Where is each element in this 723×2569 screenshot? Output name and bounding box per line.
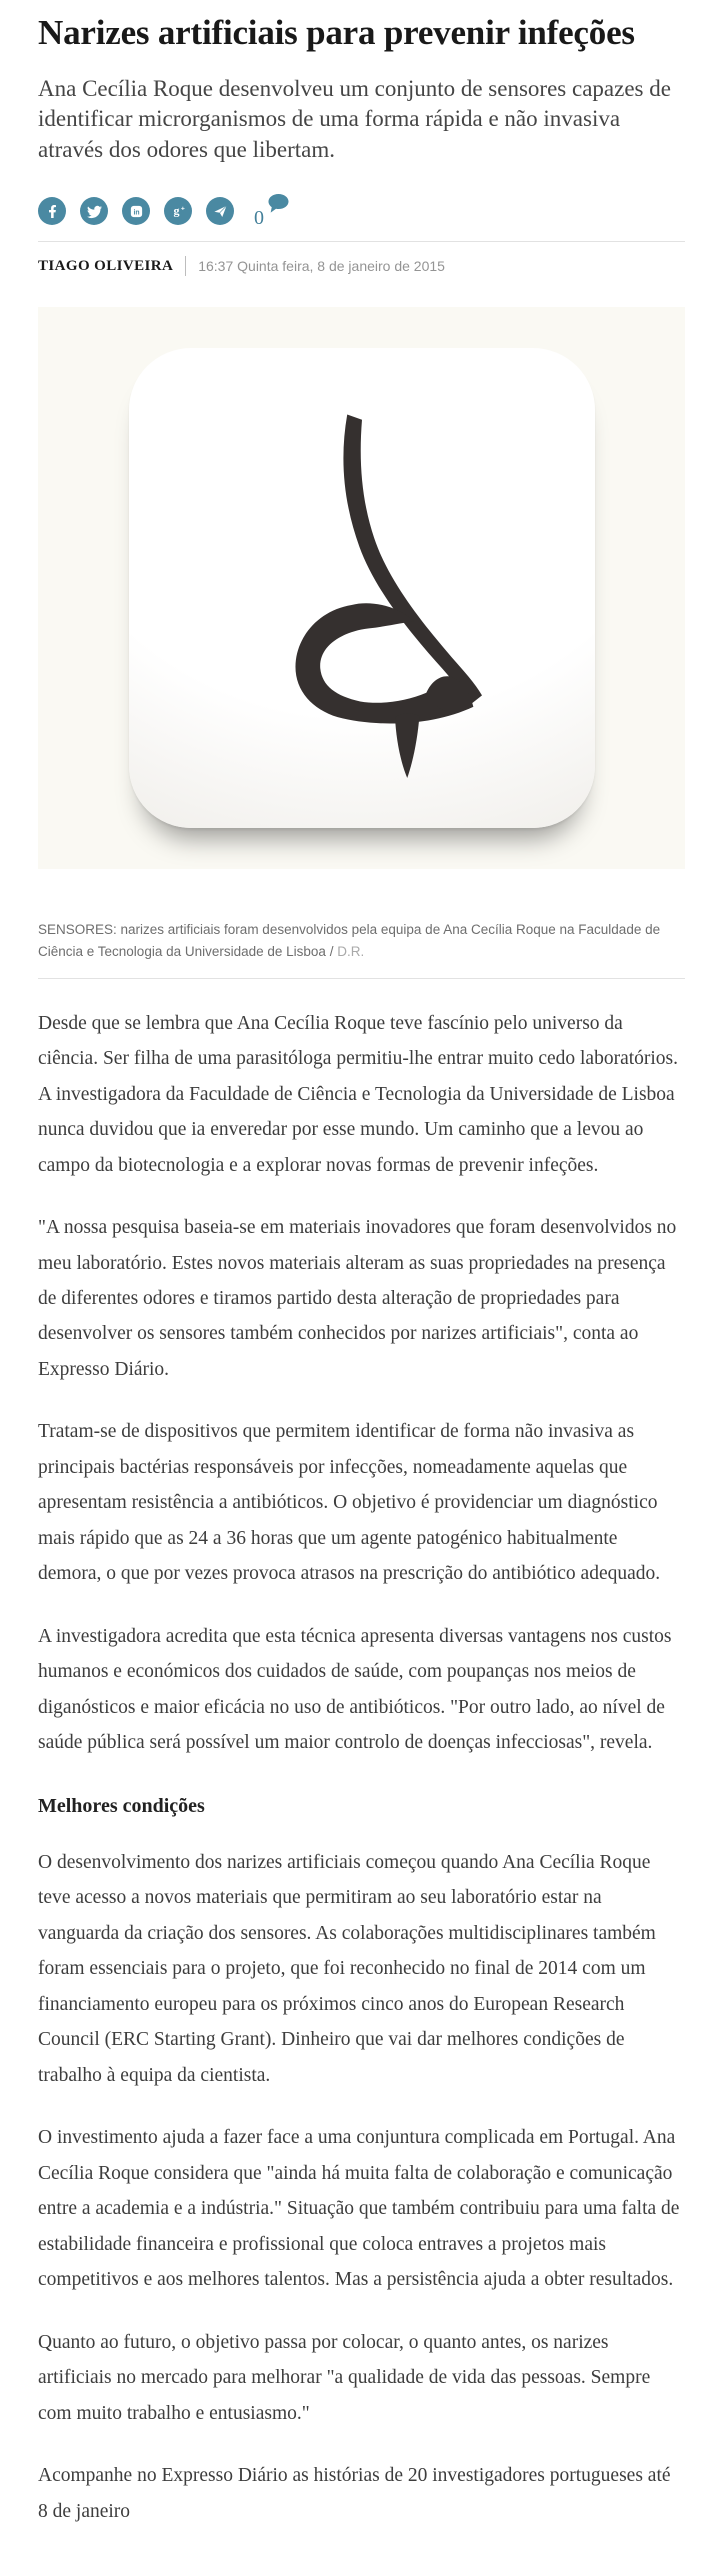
paper-plane-icon <box>213 204 228 219</box>
article-paragraph: Tratam-se de dispositivos que permitem identificar de forma não invasiva as principais bactérias responsáveis por infecções, nomeadamente aquelas que apresentam resistência a antibióticos. O objetivo é providenciar um diagnóstico mais rápido que as 24 a 36 horas que um agente patogénico habitualmente demora, o que por vezes provoca atrasos na prescrição do antibiótico adequado. <box>38 1421 661 1585</box>
googleplus-icon <box>169 202 187 220</box>
article-paragraph: Acompanhe no Expresso Diário as histórias de 20 investigadores portugueses até 8 de janeiro <box>38 2465 671 2522</box>
svg-text:+: + <box>180 205 185 213</box>
article-paragraph: Desde que se lembra que Ana Cecília Roque teve fascínio pelo universo da ciência. Ser filha de uma parasitóloga permitiu-lhe entrar muito cedo laboratórios. A investigadora da Faculdade de Ciência e Tecnologia da Universidade de Lisboa nunca duvidou que ia enveredar por esse mundo. Um caminho que a levou ao campo da biotecnologia e a explorar novas formas de prevenir infeções. <box>38 1012 679 1176</box>
article-paragraph: O desenvolvimento dos narizes artificiais começou quando Ana Cecília Roque teve acesso a novos materiais que permitiram ao seu laboratório estar na vanguarda da criação dos sensores. As colaborações multidisciplinares também foram essenciais para o projeto, que foi reconhecido no final de 2014 com um financiamento europeu para os próximos cinco anos do European Research Council (ERC Starting Grant). Dinheiro que vai dar melhores condições de trabalho à equipa da cientista. <box>38 1851 656 2086</box>
caption-credit: D.R. <box>337 944 365 960</box>
byline <box>38 255 685 277</box>
article-paragraph: "A nossa pesquisa baseia-se em materiais inovadores que foram desenvolvidos no meu laboratório. Estes novos materiais alteram as suas propriedades na presença de diferentes odores e tiramos partido desta alteração de propriedades para desenvolver os sensores também conhecidos por narizes artificiais", conta ao Expresso Diário. <box>38 1217 677 1380</box>
facebook-share-button[interactable] <box>38 197 66 225</box>
linkedin-icon <box>129 204 144 219</box>
article-paragraph: A investigadora acredita que esta técnica apresenta diversas vantagens nos custos humanos e económicos dos cuidados de saúde, com poupanças nos meios de diganósticos e maior eficácia no uso de antibióticos. "Por outro lado, ao nível de saúde pública será possível um maior controlo de doenças infecciosas", revela. <box>38 1625 672 1754</box>
article-paragraph: Quanto ao futuro, o objetivo passa por colocar, o quanto antes, os narizes artificiais no mercado para melhorar "a qualidade de vida das pessoas. Sempre com muito trabalho e entusiasmo." <box>38 2331 651 2424</box>
image-caption <box>38 919 678 964</box>
article-body <box>38 1006 685 2529</box>
article-figure <box>38 307 685 964</box>
comments-count: 0 <box>254 207 264 230</box>
article-title: Narizes artificiais para prevenir infeções <box>38 13 635 52</box>
article-subheading: Melhores condições <box>38 1794 205 1817</box>
twitter-share-button[interactable] <box>80 197 108 225</box>
comment-bubble-icon <box>267 193 290 219</box>
hero-image <box>38 307 685 869</box>
svg-text:g: g <box>173 203 180 218</box>
linkedin-share-button[interactable] <box>122 197 150 225</box>
svg-text:in: in <box>132 208 140 216</box>
email-share-button[interactable] <box>206 197 234 225</box>
divider <box>38 241 685 242</box>
facebook-icon <box>46 205 59 218</box>
caption-text: SENSORES: narizes artificiais foram desenvolvidos pela equipa de Ana Cecília Roque na Faculdade de Ciência e Tecnologia da Universidade de Lisboa / <box>38 922 661 960</box>
app-icon-frame <box>129 348 595 828</box>
twitter-icon <box>87 204 102 219</box>
comments-link[interactable] <box>254 193 290 229</box>
author-name: TIAGO OLIVEIRA <box>38 257 174 274</box>
article-paragraph: O investimento ajuda a fazer face a uma conjuntura complicada em Portugal. Ana Cecília Roque considera que "ainda há muita falta de colaboração e comunicação entre a academia e a indústria." Situação que também contribuiu para uma falta de estabilidade financeira e profissional que coloca entraves a projetos mais competitivos e aos melhores talentos. Mas a persistência ajuda a obter resultados. <box>38 2127 680 2291</box>
article-subtitle: Ana Cecília Roque desenvolveu um conjunto de sensores capazes de identificar microrganismos de uma forma rápida e não invasiva através dos odores que libertam. <box>38 76 671 162</box>
social-share-bar <box>38 195 685 230</box>
divider <box>38 978 685 979</box>
publish-datetime: 16:37 Quinta feira, 8 de janeiro de 2015 <box>198 258 445 275</box>
googleplus-share-button[interactable] <box>164 197 192 225</box>
byline-separator <box>185 256 186 276</box>
nose-illustration <box>162 373 562 803</box>
